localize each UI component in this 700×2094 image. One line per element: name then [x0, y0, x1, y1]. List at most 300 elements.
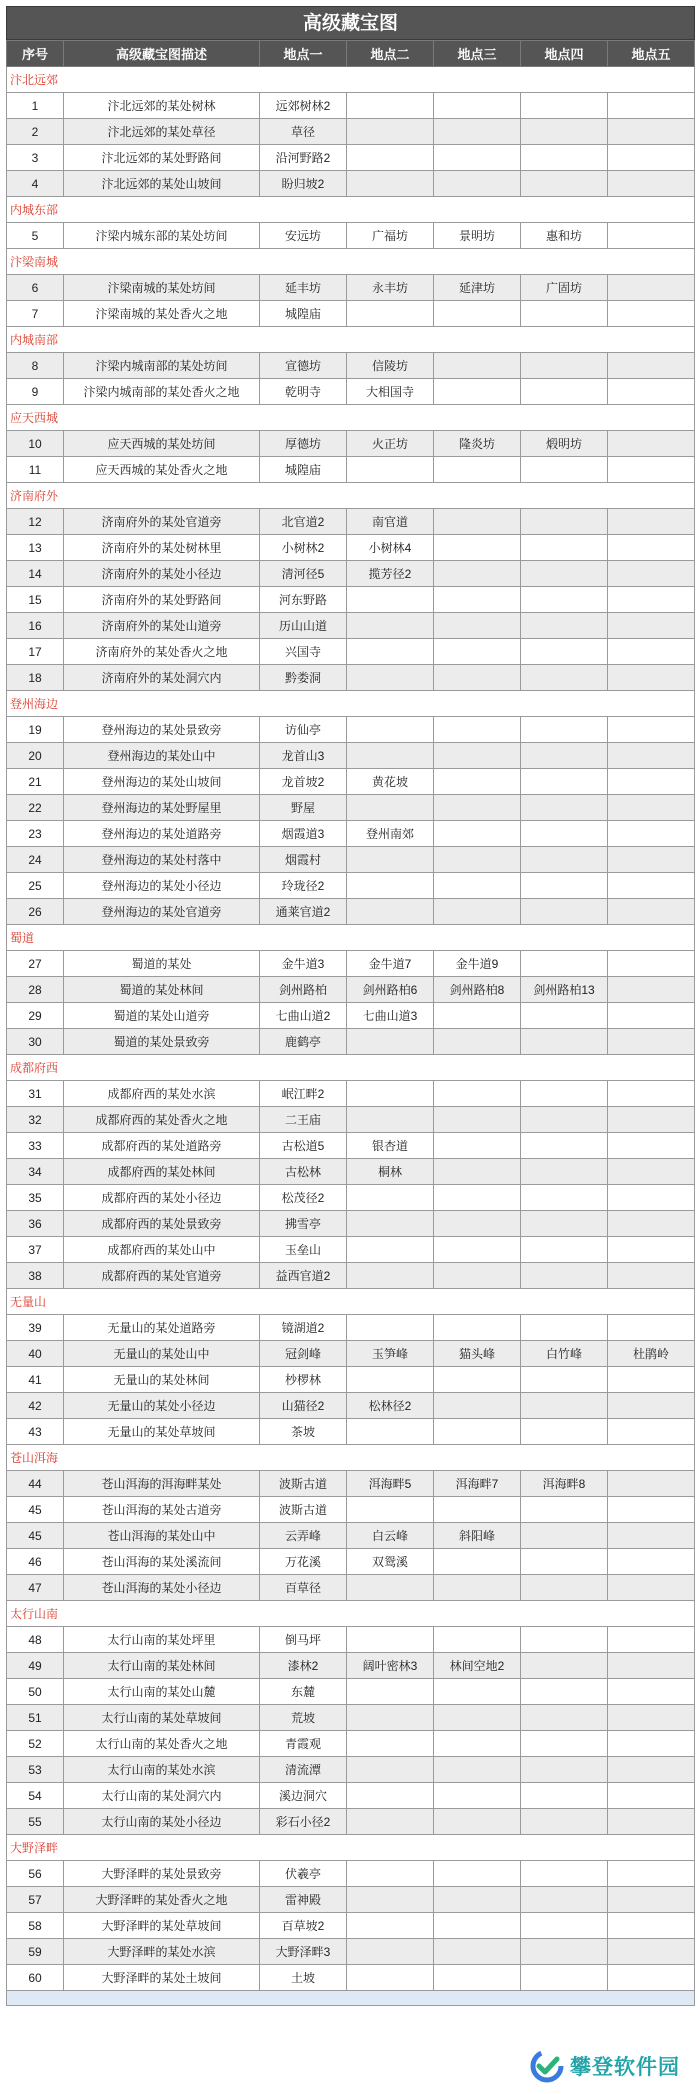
cell-description: 汴梁南城的某处坊间 — [64, 275, 260, 301]
cell-description: 登州海边的某处山中 — [64, 743, 260, 769]
cell-location-5 — [608, 639, 695, 665]
cell-location-5 — [608, 899, 695, 925]
cell-description: 无量山的某处林间 — [64, 1367, 260, 1393]
cell-no: 24 — [7, 847, 64, 873]
cell-no: 4 — [7, 171, 64, 197]
table-row — [7, 1133, 695, 1159]
group-row — [7, 249, 695, 275]
cell-location-3 — [434, 1237, 521, 1263]
cell-location-4: 惠和坊 — [521, 223, 608, 249]
cell-no: 31 — [7, 1081, 64, 1107]
cell-no: 41 — [7, 1367, 64, 1393]
cell-location-2: 双鸳溪 — [347, 1549, 434, 1575]
cell-location-1: 玲珑径2 — [260, 873, 347, 899]
cell-no: 17 — [7, 639, 64, 665]
table-row — [7, 1159, 695, 1185]
cell-location-2 — [347, 613, 434, 639]
cell-location-5 — [608, 1185, 695, 1211]
cell-description: 登州海边的某处景致旁 — [64, 717, 260, 743]
cell-location-4 — [521, 1705, 608, 1731]
cell-location-3 — [434, 1575, 521, 1601]
cell-location-4 — [521, 639, 608, 665]
cell-location-4 — [521, 769, 608, 795]
cell-location-1: 河东野路 — [260, 587, 347, 613]
cell-location-3 — [434, 795, 521, 821]
table-row — [7, 223, 695, 249]
cell-location-3: 猫头峰 — [434, 1341, 521, 1367]
cell-location-1: 松茂径2 — [260, 1185, 347, 1211]
cell-description: 成都府西的某处小径边 — [64, 1185, 260, 1211]
cell-no: 36 — [7, 1211, 64, 1237]
cell-location-3 — [434, 587, 521, 613]
cell-no: 60 — [7, 1965, 64, 1991]
cell-description: 应天西城的某处香火之地 — [64, 457, 260, 483]
cell-location-2: 剑州路柏6 — [347, 977, 434, 1003]
cell-no: 57 — [7, 1887, 64, 1913]
cell-location-2 — [347, 1679, 434, 1705]
cell-location-4 — [521, 1757, 608, 1783]
cell-location-1: 远郊树林2 — [260, 93, 347, 119]
cell-location-5 — [608, 1393, 695, 1419]
table-row — [7, 821, 695, 847]
cell-location-2 — [347, 1809, 434, 1835]
cell-location-4 — [521, 1185, 608, 1211]
cell-description: 蜀道的某处景致旁 — [64, 1029, 260, 1055]
cell-description: 济南府外的某处树林里 — [64, 535, 260, 561]
cell-no: 5 — [7, 223, 64, 249]
cell-location-5 — [608, 223, 695, 249]
table-row — [7, 1419, 695, 1445]
cell-description: 济南府外的某处香火之地 — [64, 639, 260, 665]
cell-location-1: 清流潭 — [260, 1757, 347, 1783]
cell-location-4 — [521, 847, 608, 873]
table-row — [7, 1393, 695, 1419]
cell-no: 23 — [7, 821, 64, 847]
cell-location-1: 龙首山3 — [260, 743, 347, 769]
cell-location-3 — [434, 561, 521, 587]
cell-description: 蜀道的某处 — [64, 951, 260, 977]
cell-location-2 — [347, 743, 434, 769]
cell-location-2: 广福坊 — [347, 223, 434, 249]
cell-location-1: 兴国寺 — [260, 639, 347, 665]
cell-description: 汴北远郊的某处野路间 — [64, 145, 260, 171]
group-label: 登州海边 — [7, 691, 695, 717]
cell-location-3: 斜阳峰 — [434, 1523, 521, 1549]
cell-location-4 — [521, 717, 608, 743]
table-row — [7, 1965, 695, 1991]
cell-location-5 — [608, 1575, 695, 1601]
cell-location-3 — [434, 353, 521, 379]
cell-location-5 — [608, 1679, 695, 1705]
table-row — [7, 1731, 695, 1757]
table-row — [7, 951, 695, 977]
cell-location-3 — [434, 145, 521, 171]
cell-location-1: 烟霞村 — [260, 847, 347, 873]
group-row — [7, 405, 695, 431]
cell-location-5 — [608, 457, 695, 483]
table-row — [7, 1237, 695, 1263]
cell-location-5 — [608, 1549, 695, 1575]
cell-location-1: 土坡 — [260, 1965, 347, 1991]
cell-location-3 — [434, 1133, 521, 1159]
cell-location-1: 波斯古道 — [260, 1471, 347, 1497]
table-row — [7, 1783, 695, 1809]
table-row — [7, 1861, 695, 1887]
table-row — [7, 1081, 695, 1107]
group-label: 大野泽畔 — [7, 1835, 695, 1861]
cell-location-3 — [434, 899, 521, 925]
cell-description: 无量山的某处山中 — [64, 1341, 260, 1367]
cell-location-2 — [347, 1575, 434, 1601]
cell-description: 登州海边的某处山坡间 — [64, 769, 260, 795]
group-row — [7, 483, 695, 509]
cell-location-1: 古松道5 — [260, 1133, 347, 1159]
cell-location-5 — [608, 1003, 695, 1029]
cell-location-4 — [521, 1523, 608, 1549]
cell-location-4 — [521, 613, 608, 639]
cell-location-4 — [521, 379, 608, 405]
cell-no: 47 — [7, 1575, 64, 1601]
cell-location-3 — [434, 1419, 521, 1445]
cell-location-5 — [608, 379, 695, 405]
cell-location-1: 云弄峰 — [260, 1523, 347, 1549]
cell-location-2: 松林径2 — [347, 1393, 434, 1419]
cell-description: 太行山南的某处坪里 — [64, 1627, 260, 1653]
cell-location-5 — [608, 717, 695, 743]
cell-description: 苍山洱海的某处古道旁 — [64, 1497, 260, 1523]
cell-location-3 — [434, 457, 521, 483]
cell-location-2 — [347, 1757, 434, 1783]
cell-location-4 — [521, 873, 608, 899]
cell-location-3 — [434, 1939, 521, 1965]
cell-no: 15 — [7, 587, 64, 613]
cell-location-5 — [608, 301, 695, 327]
table-row — [7, 301, 695, 327]
cell-location-4 — [521, 1939, 608, 1965]
cell-description: 无量山的某处小径边 — [64, 1393, 260, 1419]
cell-location-1: 倒马坪 — [260, 1627, 347, 1653]
cell-description: 苍山洱海的某处溪流间 — [64, 1549, 260, 1575]
cell-location-5 — [608, 1315, 695, 1341]
treasure-map-table — [6, 40, 695, 1991]
table-row — [7, 665, 695, 691]
cell-no: 6 — [7, 275, 64, 301]
group-label: 内城东部 — [7, 197, 695, 223]
table-row — [7, 1029, 695, 1055]
cell-location-4 — [521, 821, 608, 847]
cell-no: 9 — [7, 379, 64, 405]
sheet-title: 高级藏宝图 — [6, 6, 695, 40]
cell-location-3 — [434, 1263, 521, 1289]
cell-no: 52 — [7, 1731, 64, 1757]
cell-description: 汴梁内城南部的某处坊间 — [64, 353, 260, 379]
cell-no: 7 — [7, 301, 64, 327]
cell-description: 太行山南的某处山麓 — [64, 1679, 260, 1705]
cell-location-1: 盼归坡2 — [260, 171, 347, 197]
cell-location-3 — [434, 1497, 521, 1523]
cell-location-4 — [521, 171, 608, 197]
cell-description: 成都府西的某处山中 — [64, 1237, 260, 1263]
cell-location-2: 黄花坡 — [347, 769, 434, 795]
cell-description: 登州海边的某处野屋里 — [64, 795, 260, 821]
cell-no: 19 — [7, 717, 64, 743]
cell-location-2 — [347, 1185, 434, 1211]
cell-location-5 — [608, 1497, 695, 1523]
cell-location-1: 山猫径2 — [260, 1393, 347, 1419]
table-row — [7, 1003, 695, 1029]
cell-location-5 — [608, 1861, 695, 1887]
cell-location-1: 玉垒山 — [260, 1237, 347, 1263]
cell-location-1: 益西官道2 — [260, 1263, 347, 1289]
cell-location-4: 剑州路柏13 — [521, 977, 608, 1003]
cell-location-4 — [521, 1263, 608, 1289]
cell-location-5 — [608, 93, 695, 119]
checkmark-logo-icon — [530, 2049, 564, 2083]
cell-location-3 — [434, 119, 521, 145]
cell-location-2 — [347, 1211, 434, 1237]
header-location-5: 地点五 — [608, 41, 695, 67]
cell-location-1: 二王庙 — [260, 1107, 347, 1133]
cell-no: 58 — [7, 1913, 64, 1939]
cell-description: 济南府外的某处山道旁 — [64, 613, 260, 639]
group-label: 汴梁南城 — [7, 249, 695, 275]
table-row — [7, 119, 695, 145]
cell-location-3 — [434, 171, 521, 197]
cell-location-2: 玉笋峰 — [347, 1341, 434, 1367]
cell-location-3 — [434, 1315, 521, 1341]
cell-location-2: 七曲山道3 — [347, 1003, 434, 1029]
cell-location-5 — [608, 743, 695, 769]
cell-location-3 — [434, 1705, 521, 1731]
group-row — [7, 1445, 695, 1471]
cell-location-4 — [521, 1237, 608, 1263]
cell-description: 苍山洱海的某处小径边 — [64, 1575, 260, 1601]
cell-location-2 — [347, 93, 434, 119]
cell-description: 登州海边的某处官道旁 — [64, 899, 260, 925]
cell-location-4 — [521, 1549, 608, 1575]
cell-location-4 — [521, 1211, 608, 1237]
cell-location-1: 镜湖道2 — [260, 1315, 347, 1341]
cell-location-3 — [434, 1627, 521, 1653]
cell-location-4 — [521, 535, 608, 561]
cell-location-5 — [608, 509, 695, 535]
cell-location-2 — [347, 665, 434, 691]
cell-location-1: 城隍庙 — [260, 301, 347, 327]
cell-location-1: 宣德坊 — [260, 353, 347, 379]
cell-location-3 — [434, 1783, 521, 1809]
cell-no: 51 — [7, 1705, 64, 1731]
cell-no: 49 — [7, 1653, 64, 1679]
cell-location-2 — [347, 899, 434, 925]
cell-location-4 — [521, 899, 608, 925]
cell-location-4 — [521, 1861, 608, 1887]
cell-location-2 — [347, 119, 434, 145]
table-row — [7, 1809, 695, 1835]
cell-location-3 — [434, 769, 521, 795]
watermark-text: 攀登软件园 — [570, 2056, 680, 2079]
cell-location-2 — [347, 1081, 434, 1107]
cell-description: 成都府西的某处香火之地 — [64, 1107, 260, 1133]
cell-location-4 — [521, 743, 608, 769]
cell-location-4 — [521, 301, 608, 327]
cell-description: 苍山洱海的洱海畔某处 — [64, 1471, 260, 1497]
cell-location-1: 乾明寺 — [260, 379, 347, 405]
cell-location-1: 荒坡 — [260, 1705, 347, 1731]
cell-location-2 — [347, 847, 434, 873]
cell-no: 45 — [7, 1523, 64, 1549]
cell-location-1: 古松林 — [260, 1159, 347, 1185]
cell-no: 14 — [7, 561, 64, 587]
cell-location-1: 拂雪亭 — [260, 1211, 347, 1237]
cell-no: 20 — [7, 743, 64, 769]
table-row — [7, 1939, 695, 1965]
cell-location-4 — [521, 561, 608, 587]
table-row — [7, 613, 695, 639]
group-label: 无量山 — [7, 1289, 695, 1315]
table-row — [7, 1523, 695, 1549]
cell-description: 汴北远郊的某处树林 — [64, 93, 260, 119]
table-row — [7, 1185, 695, 1211]
cell-no: 8 — [7, 353, 64, 379]
table-row — [7, 769, 695, 795]
cell-location-3 — [434, 1185, 521, 1211]
table-row — [7, 1549, 695, 1575]
cell-location-4: 广固坊 — [521, 275, 608, 301]
cell-location-3 — [434, 1731, 521, 1757]
cell-location-5 — [608, 1471, 695, 1497]
cell-description: 成都府西的某处林间 — [64, 1159, 260, 1185]
cell-location-5: 杜鹃岭 — [608, 1341, 695, 1367]
table-row — [7, 145, 695, 171]
cell-location-4 — [521, 1107, 608, 1133]
header-description: 高级藏宝图描述 — [64, 41, 260, 67]
cell-location-1: 野屋 — [260, 795, 347, 821]
cell-location-3: 洱海畔7 — [434, 1471, 521, 1497]
cell-no: 40 — [7, 1341, 64, 1367]
cell-location-2: 永丰坊 — [347, 275, 434, 301]
cell-location-3 — [434, 1003, 521, 1029]
cell-location-5 — [608, 1627, 695, 1653]
cell-location-1: 七曲山道2 — [260, 1003, 347, 1029]
cell-location-1: 万花溪 — [260, 1549, 347, 1575]
cell-location-3 — [434, 1029, 521, 1055]
cell-no: 42 — [7, 1393, 64, 1419]
table-row — [7, 93, 695, 119]
group-label: 济南府外 — [7, 483, 695, 509]
cell-location-4 — [521, 1965, 608, 1991]
group-row — [7, 327, 695, 353]
cell-location-4 — [521, 145, 608, 171]
cell-location-4 — [521, 1627, 608, 1653]
cell-description: 大野泽畔的某处草坡间 — [64, 1913, 260, 1939]
cell-location-4 — [521, 1575, 608, 1601]
cell-location-1: 雷神殿 — [260, 1887, 347, 1913]
treasure-map-sheet — [6, 6, 695, 2006]
cell-description: 济南府外的某处官道旁 — [64, 509, 260, 535]
table-row — [7, 431, 695, 457]
cell-description: 登州海边的某处道路旁 — [64, 821, 260, 847]
cell-no: 35 — [7, 1185, 64, 1211]
cell-location-1: 波斯古道 — [260, 1497, 347, 1523]
cell-location-5 — [608, 769, 695, 795]
table-row — [7, 1575, 695, 1601]
cell-location-5 — [608, 587, 695, 613]
cell-location-1: 草径 — [260, 119, 347, 145]
cell-location-3 — [434, 1211, 521, 1237]
header-row — [7, 41, 695, 67]
cell-no: 21 — [7, 769, 64, 795]
cell-description: 济南府外的某处洞穴内 — [64, 665, 260, 691]
cell-location-1: 城隍庙 — [260, 457, 347, 483]
group-label: 苍山洱海 — [7, 1445, 695, 1471]
cell-location-1: 岷江畔2 — [260, 1081, 347, 1107]
cell-location-3 — [434, 717, 521, 743]
cell-location-4 — [521, 795, 608, 821]
cell-no: 13 — [7, 535, 64, 561]
table-row — [7, 717, 695, 743]
cell-description: 太行山南的某处水滨 — [64, 1757, 260, 1783]
cell-location-2: 南官道 — [347, 509, 434, 535]
table-row — [7, 639, 695, 665]
cell-no: 25 — [7, 873, 64, 899]
cell-location-5 — [608, 1965, 695, 1991]
cell-no: 43 — [7, 1419, 64, 1445]
cell-location-4 — [521, 509, 608, 535]
cell-no: 3 — [7, 145, 64, 171]
cell-location-1: 剑州路柏 — [260, 977, 347, 1003]
cell-location-5 — [608, 1211, 695, 1237]
cell-location-2: 金牛道7 — [347, 951, 434, 977]
table-row — [7, 743, 695, 769]
cell-location-4 — [521, 1029, 608, 1055]
cell-location-1: 烟霞道3 — [260, 821, 347, 847]
footer-strip — [6, 1991, 695, 2006]
table-row — [7, 873, 695, 899]
cell-location-2 — [347, 1419, 434, 1445]
cell-location-4 — [521, 119, 608, 145]
cell-description: 汴梁南城的某处香火之地 — [64, 301, 260, 327]
cell-location-5 — [608, 1731, 695, 1757]
cell-location-4 — [521, 665, 608, 691]
cell-location-5 — [608, 1939, 695, 1965]
cell-no: 34 — [7, 1159, 64, 1185]
cell-location-2 — [347, 457, 434, 483]
cell-no: 27 — [7, 951, 64, 977]
cell-description: 汴梁内城东部的某处坊间 — [64, 223, 260, 249]
cell-location-3: 剑州路柏8 — [434, 977, 521, 1003]
cell-description: 济南府外的某处野路间 — [64, 587, 260, 613]
cell-location-2: 银杏道 — [347, 1133, 434, 1159]
cell-no: 11 — [7, 457, 64, 483]
table-row — [7, 1679, 695, 1705]
cell-description: 大野泽畔的某处香火之地 — [64, 1887, 260, 1913]
table-row — [7, 535, 695, 561]
cell-location-5 — [608, 873, 695, 899]
watermark — [524, 2046, 686, 2086]
table-row — [7, 1367, 695, 1393]
cell-location-5 — [608, 431, 695, 457]
cell-location-4 — [521, 1003, 608, 1029]
cell-location-3: 金牛道9 — [434, 951, 521, 977]
cell-description: 蜀道的某处林间 — [64, 977, 260, 1003]
cell-location-4 — [521, 951, 608, 977]
cell-no: 55 — [7, 1809, 64, 1835]
group-row — [7, 1601, 695, 1627]
cell-location-3 — [434, 379, 521, 405]
cell-location-2 — [347, 145, 434, 171]
cell-description: 大野泽畔的某处景致旁 — [64, 1861, 260, 1887]
cell-location-1: 金牛道3 — [260, 951, 347, 977]
